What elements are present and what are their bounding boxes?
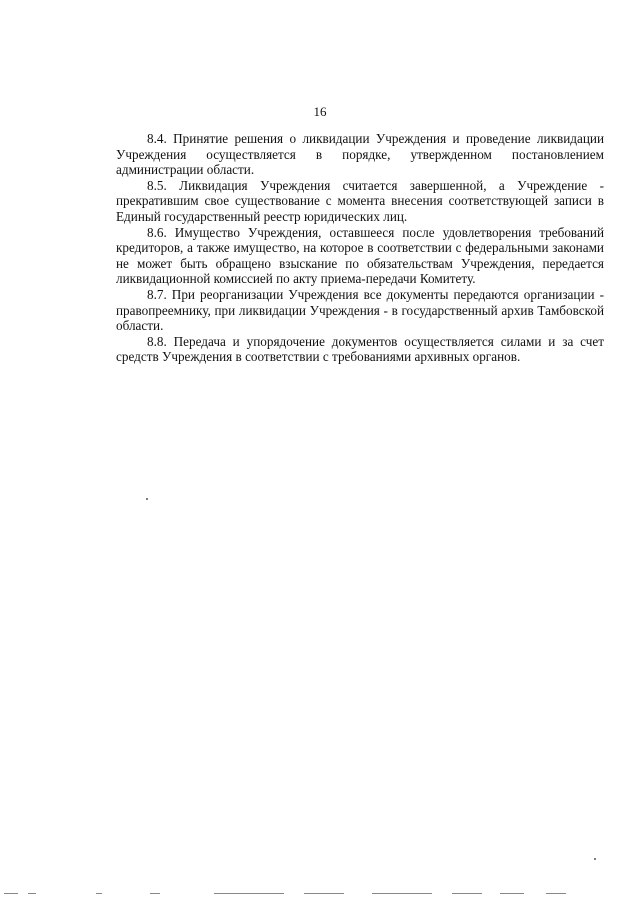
paragraph-8-5: 8.5. Ликвидация Учреждения считается завершенной, а Учреждение - прекратившим свое существование с момента внесения соответствующей записи в Единый государственный реестр юридических лиц. [116,177,604,224]
paragraph-8-4: 8.4. Принятие решения о ликвидации Учреждения и проведение ликвидации Учреждения осуществляется в порядке, утвержденном постановлением администрации области. [116,131,604,178]
scan-dash [500,893,524,894]
scan-dash [304,893,344,894]
scan-dash [214,893,284,894]
scan-dash [4,893,18,894]
scan-speck [146,498,148,500]
paragraph-8-7: 8.7. При реорганизации Учреждения все документы передаются организации - правопреемнику, при ликвидации Учреждения - в государственный архив Тамбовской области. [116,286,604,334]
page-number: 16 [313,104,327,119]
document-body [116,131,604,365]
scan-edge-noise [0,893,640,897]
scan-dash [452,893,482,894]
scan-dash [150,893,160,894]
paragraph-8-6: 8.6. Имущество Учреждения, оставшееся после удовлетворения требований кредиторов, а также имущество, на которое в соответствии с федеральными законами не может быть обращено взыскание по обязательствам Учреждения, передается ликвидационной комиссией по акту приема-передачи Комитету. [116,224,604,287]
scan-dash [96,893,102,894]
scan-speck [594,858,596,860]
paragraph-8-8: 8.8. Передача и упорядочение документов осуществляется силами и за счет средств Учреждения в соответствии с требованиями архивных органов. [116,333,604,365]
scan-dash [28,893,36,894]
scan-dash [372,893,432,894]
scan-dash [546,893,566,894]
